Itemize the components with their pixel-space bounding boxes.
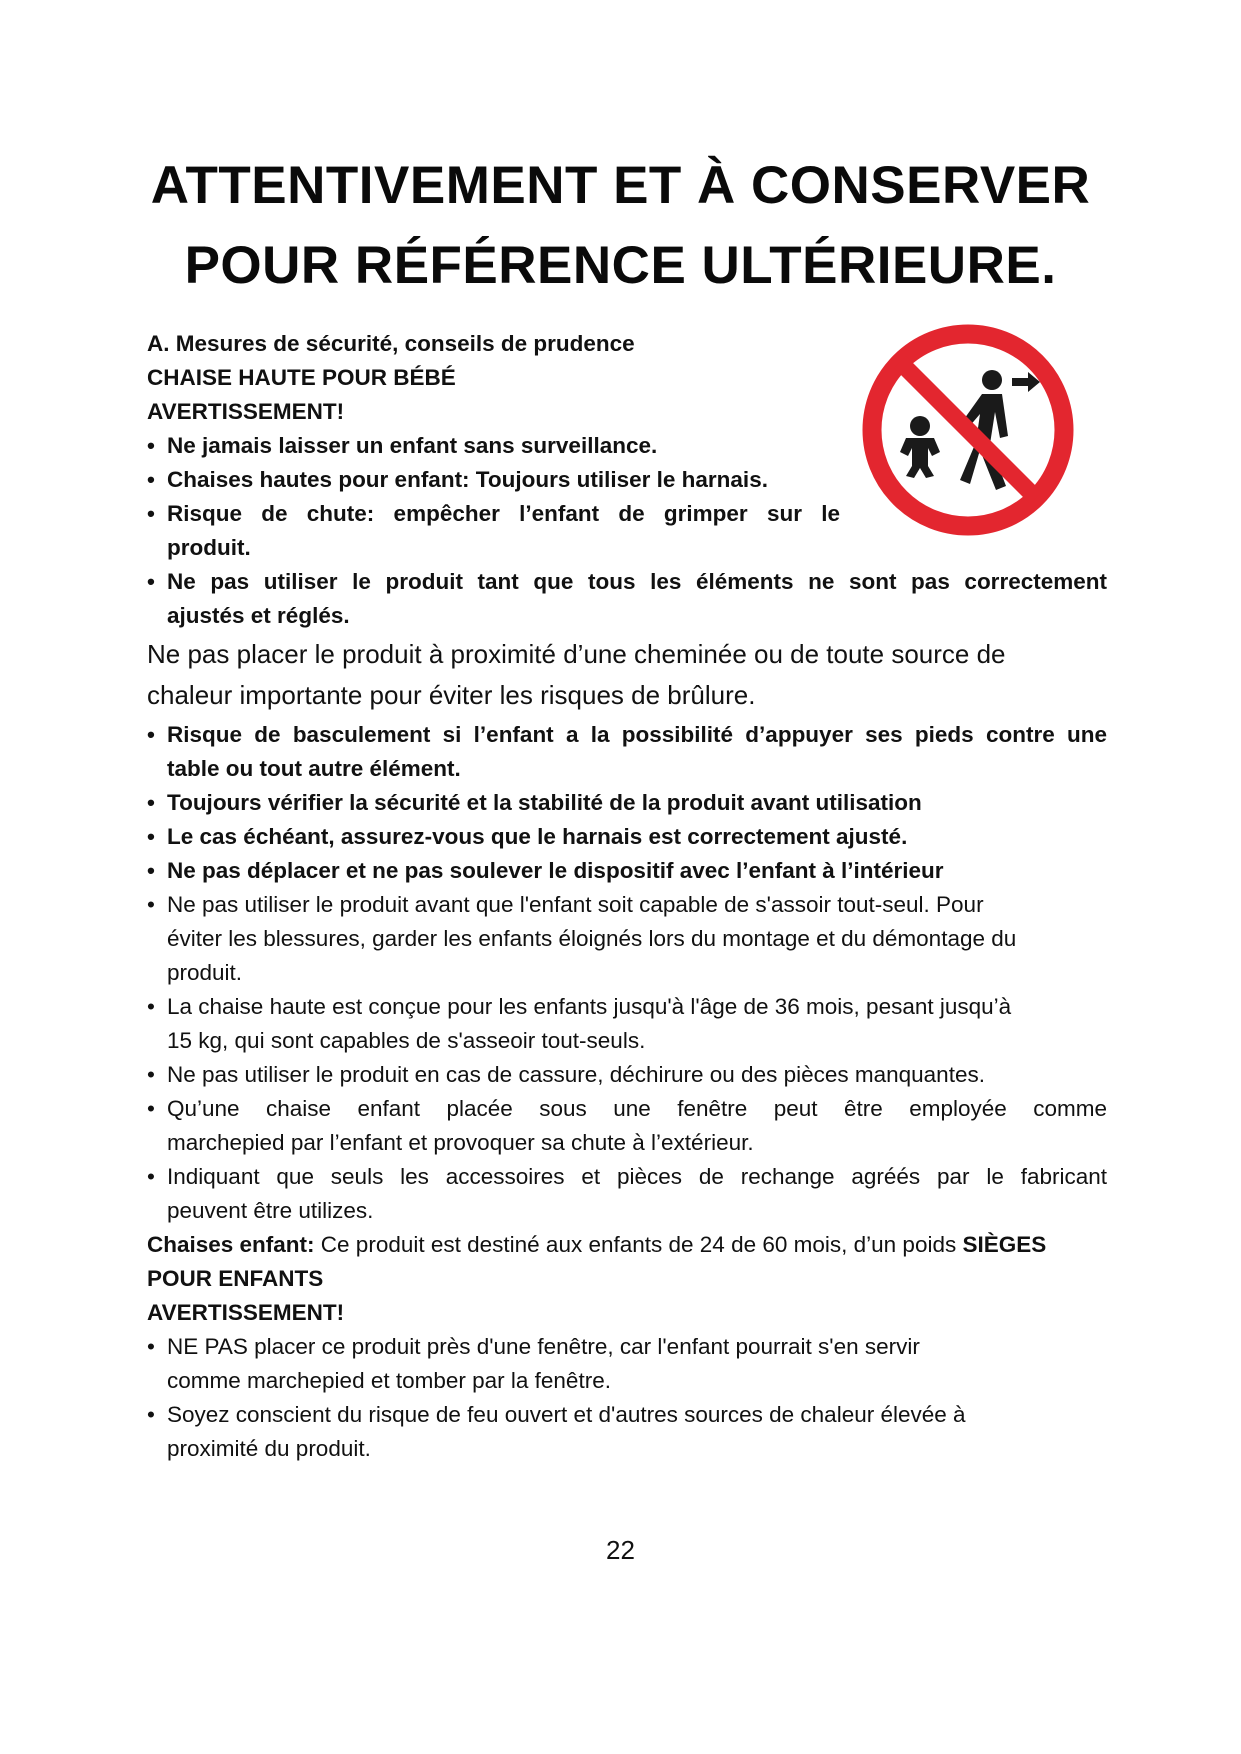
list-item: • Risque de basculement si l’enfant a la possibilité d’appuyer ses pieds contre une table ou tout autre élément. [147, 718, 1107, 786]
list-item: • NE PAS placer ce produit près d'une fenêtre, car l'enfant pourrait s'en servir comme marchepied et tomber par la fenêtre. [147, 1330, 1107, 1398]
list-item: • Le cas échéant, assurez-vous que le harnais est correctement ajusté. [147, 820, 1107, 854]
warning-heading-2: AVERTISSEMENT! [147, 1300, 345, 1325]
chairs-bold-end: SIÈGES [962, 1232, 1047, 1257]
list-item: • Chaises hautes pour enfant: Toujours utiliser le harnais. [147, 463, 1107, 497]
section-heading-a: A. Mesures de sécurité, conseils de prudence [147, 331, 635, 356]
title-line-2: POUR RÉFÉRENCE ULTÉRIEURE. [184, 236, 1057, 295]
page-title [0, 146, 1241, 306]
section-heading-high-chair: CHAISE HAUTE POUR BÉBÉ [147, 365, 456, 390]
seats-heading: POUR ENFANTS [147, 1266, 324, 1291]
list-item: • Indiquant que seuls les accessoires et pièces de rechange agréés par le fabricant peuvent être utilizes. [147, 1160, 1107, 1228]
list-item: • Ne pas déplacer et ne pas soulever le dispositif avec l’enfant à l’intérieur [147, 854, 1107, 888]
list-item: • Soyez conscient du risque de feu ouvert et d'autres sources de chaleur élevée à proximité du produit. [147, 1398, 1107, 1466]
list-item: • Ne pas utiliser le produit en cas de cassure, déchirure ou des pièces manquantes. [147, 1058, 1107, 1092]
list-item: • Risque de chute: empêcher l’enfant de grimper sur le produit. [147, 497, 840, 565]
chairs-text: Ce produit est destiné aux enfants de 24 de 60 mois, d’un poids [314, 1232, 963, 1257]
list-item: • Ne pas utiliser le produit tant que tous les éléments ne sont pas correctement ajustés et réglés. [147, 565, 1107, 633]
chairs-paragraph [147, 1228, 1107, 1262]
list-item: • Toujours vérifier la sécurité et la stabilité de la produit avant utilisation [147, 786, 1107, 820]
warning-heading: AVERTISSEMENT! [147, 399, 345, 424]
list-item: • Ne jamais laisser un enfant sans surveillance. [147, 429, 1107, 463]
list-item: • Qu’une chaise enfant placée sous une fenêtre peut être employée comme marchepied par l’enfant et provoquer sa chute à l’extérieur. [147, 1092, 1107, 1160]
list-item: • Ne pas utiliser le produit avant que l'enfant soit capable de s'assoir tout-seul. Pour éviter les blessures, garder les enfants éloignés lors du montage et du démontage du produit. [147, 888, 1107, 990]
chairs-label: Chaises enfant: [147, 1232, 315, 1257]
title-line-1: ATTENTIVEMENT ET À CONSERVER [150, 156, 1091, 215]
list-item: • La chaise haute est conçue pour les enfants jusqu'à l'âge de 36 mois, pesant jusqu’à 15 kg, qui sont capables de s'asseoir tout-seuls. [147, 990, 1107, 1058]
page-number: 22 [606, 1535, 635, 1565]
paragraph: Ne pas placer le produit à proximité d’une cheminée ou de toute source de chaleur importante pour éviter les risques de brûlure. [147, 639, 1006, 710]
safety-instructions [147, 327, 1107, 1466]
